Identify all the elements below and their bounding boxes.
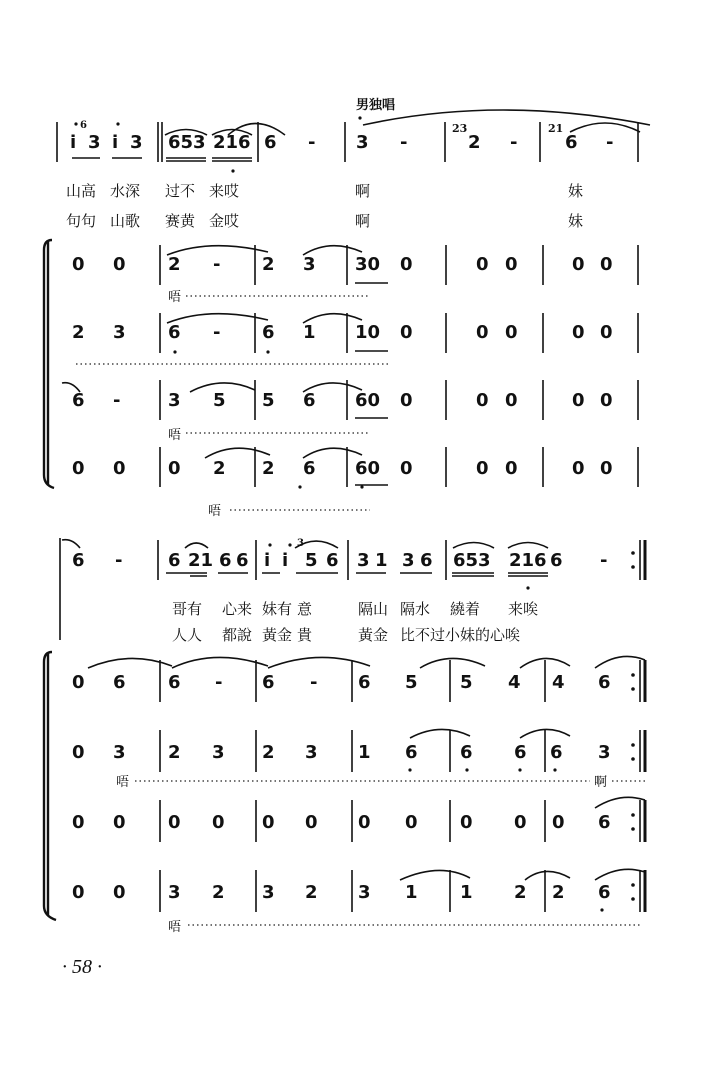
lyric: 妹有 — [262, 600, 293, 618]
note: 0 — [305, 812, 318, 833]
note: 0 — [514, 812, 527, 833]
note: 0 — [572, 254, 585, 275]
page-number-dot-right: · — [92, 956, 102, 978]
lyric: 隔山 — [358, 600, 389, 618]
note: 5 — [213, 390, 226, 411]
note: 0 — [572, 458, 585, 479]
note: 6 — [358, 672, 371, 693]
note: 6 — [72, 550, 85, 571]
hum-lyric: 唔 — [168, 290, 182, 305]
note: 3 — [212, 742, 225, 763]
note: 3 — [357, 550, 370, 571]
note: 2 — [552, 882, 565, 903]
note: 3 — [113, 322, 126, 343]
note: 653 — [453, 550, 491, 571]
note-dash: - — [310, 672, 318, 693]
note: 1 — [460, 882, 473, 903]
note: 6 — [460, 742, 473, 763]
note: 6 — [236, 550, 249, 571]
note: 6 — [303, 390, 316, 411]
lyric: 啊 — [355, 182, 371, 200]
note: 4 — [552, 672, 565, 693]
note: 216 — [509, 550, 547, 571]
note: 6 — [565, 132, 578, 153]
lyric: 黃金 — [358, 626, 389, 644]
note: 0 — [113, 458, 126, 479]
lyric: 金哎 — [209, 212, 240, 230]
note: 0 — [600, 322, 613, 343]
note: 0 — [476, 390, 489, 411]
note: 216 — [213, 132, 251, 153]
note: 6 — [598, 672, 611, 693]
note: 2 — [305, 882, 318, 903]
note: 6 — [113, 672, 126, 693]
note: 0 — [505, 458, 518, 479]
note: 6 — [264, 132, 277, 153]
note: 0 — [168, 458, 181, 479]
note: 2 — [468, 132, 481, 153]
note: 3 — [168, 882, 181, 903]
note: 6 — [168, 550, 181, 571]
note: 0 — [72, 254, 85, 275]
note: 2 — [262, 254, 275, 275]
note: 0 — [476, 322, 489, 343]
lyric: 黃金 — [262, 626, 293, 644]
grace-note: 23 — [452, 122, 468, 135]
note: 3 — [168, 390, 181, 411]
note: 3 — [356, 132, 369, 153]
note: 0 — [476, 254, 489, 275]
note: 10 — [355, 322, 381, 343]
note: 0 — [476, 458, 489, 479]
note: 6 — [550, 550, 563, 571]
note: 2 — [514, 882, 527, 903]
note: 6 — [168, 672, 181, 693]
page-number-dot-left: · — [62, 956, 72, 978]
note: 0 — [505, 322, 518, 343]
lyric: 哥有 — [172, 600, 203, 618]
note: 30 — [355, 254, 381, 275]
note: 6 — [405, 742, 418, 763]
note: 60 — [355, 390, 381, 411]
hum-lyric: 唔 — [208, 504, 222, 519]
note-dash: - — [600, 550, 608, 571]
note: 6 — [219, 550, 232, 571]
lyric: 都說 — [222, 626, 253, 644]
lyric: 心来 — [222, 600, 253, 618]
note: 0 — [400, 458, 413, 479]
lyric: 赛黄 — [165, 212, 196, 230]
note: 5 — [460, 672, 473, 693]
note: 0 — [113, 254, 126, 275]
lyric: 过不 — [165, 182, 196, 200]
note: 0 — [600, 254, 613, 275]
note: 3 — [598, 742, 611, 763]
note: i — [112, 132, 119, 153]
note: 3 — [113, 742, 126, 763]
note: 6 — [303, 458, 316, 479]
note: 2 — [262, 742, 275, 763]
lyric: 山歌 — [110, 212, 141, 230]
note: 0 — [113, 812, 126, 833]
note: 3 — [262, 882, 275, 903]
lyric: 貴 — [297, 626, 313, 644]
lyric: 人人 — [172, 626, 203, 644]
note: 0 — [572, 390, 585, 411]
note: 6 — [550, 742, 563, 763]
note: 3 — [88, 132, 101, 153]
lyric: 来哎 — [209, 182, 240, 200]
lyric: 比不过小妹的心唉 — [400, 626, 521, 644]
note: 0 — [400, 254, 413, 275]
note: 0 — [72, 882, 85, 903]
lyric: 句句 — [66, 212, 97, 230]
note: 1 — [405, 882, 418, 903]
hum-lyric: 唔 — [168, 428, 182, 443]
note: 2 — [262, 458, 275, 479]
note: 0 — [72, 458, 85, 479]
note: 3 — [305, 742, 318, 763]
note: 0 — [505, 254, 518, 275]
note: i — [70, 132, 77, 153]
note: 2 — [168, 742, 181, 763]
note: 0 — [72, 742, 85, 763]
section-heading: 男独唱 — [356, 98, 396, 113]
note: 0 — [460, 812, 473, 833]
note-dash: - — [400, 132, 408, 153]
note: 2 — [72, 322, 85, 343]
page-number-value: 58 — [72, 956, 92, 978]
note: 5 — [262, 390, 275, 411]
note: 4 — [508, 672, 521, 693]
note: 0 — [212, 812, 225, 833]
note-dash: - — [308, 132, 316, 153]
grace-note: 6 — [80, 120, 87, 131]
lyric: 来唉 — [508, 600, 539, 618]
note: 0 — [552, 812, 565, 833]
note: 1 — [303, 322, 316, 343]
lyric: 妹 — [568, 212, 584, 230]
note: 0 — [400, 390, 413, 411]
note: 2 — [168, 254, 181, 275]
note: - — [213, 322, 221, 343]
note: 0 — [405, 812, 418, 833]
note: 0 — [505, 390, 518, 411]
lyric: 意 — [297, 600, 313, 618]
note: 0 — [113, 882, 126, 903]
note: i — [282, 550, 289, 571]
note: 21 — [188, 550, 214, 571]
note-dash: - — [215, 672, 223, 693]
note: 3 — [130, 132, 143, 153]
note: 0 — [262, 812, 275, 833]
note: 5 — [305, 550, 318, 571]
note: 0 — [400, 322, 413, 343]
note: 3 — [303, 254, 316, 275]
note: 3 — [358, 882, 371, 903]
note: 6 — [72, 390, 85, 411]
note: 6 — [598, 882, 611, 903]
grace-note: 3 — [297, 538, 304, 549]
note: 6 — [326, 550, 339, 571]
note: 60 — [355, 458, 381, 479]
note: i — [264, 550, 271, 571]
note-dash: - — [510, 132, 518, 153]
lyric: 隔水 — [400, 600, 431, 618]
lyric: 妹 — [568, 182, 584, 200]
note: 6 — [598, 812, 611, 833]
note: 2 — [212, 882, 225, 903]
lyric: 水深 — [110, 182, 141, 200]
note: 653 — [168, 132, 206, 153]
lyric: 繞着 — [450, 600, 481, 618]
note: 6 — [262, 672, 275, 693]
note: 0 — [600, 390, 613, 411]
note: 0 — [72, 672, 85, 693]
note: 6 — [420, 550, 433, 571]
note: 3 — [402, 550, 415, 571]
note: 0 — [72, 812, 85, 833]
page-number — [62, 956, 102, 979]
hum-lyric: 唔 — [116, 775, 130, 790]
note: 5 — [405, 672, 418, 693]
note: 2 — [213, 458, 226, 479]
note: 0 — [168, 812, 181, 833]
note: 0 — [358, 812, 371, 833]
note: 6 — [168, 322, 181, 343]
note: 0 — [600, 458, 613, 479]
note: - — [213, 254, 221, 275]
note: 1 — [358, 742, 371, 763]
note: 1 — [375, 550, 388, 571]
grace-note: 21 — [548, 122, 564, 135]
note: 6 — [514, 742, 527, 763]
ah-lyric: 啊 — [594, 775, 608, 790]
note: 6 — [262, 322, 275, 343]
hum-lyric: 唔 — [168, 920, 182, 935]
lyric: 啊 — [355, 212, 371, 230]
note: 0 — [572, 322, 585, 343]
note-dash: - — [113, 390, 121, 411]
note-dash: - — [606, 132, 614, 153]
lyric: 山高 — [66, 182, 97, 200]
note-dash: - — [115, 550, 123, 571]
